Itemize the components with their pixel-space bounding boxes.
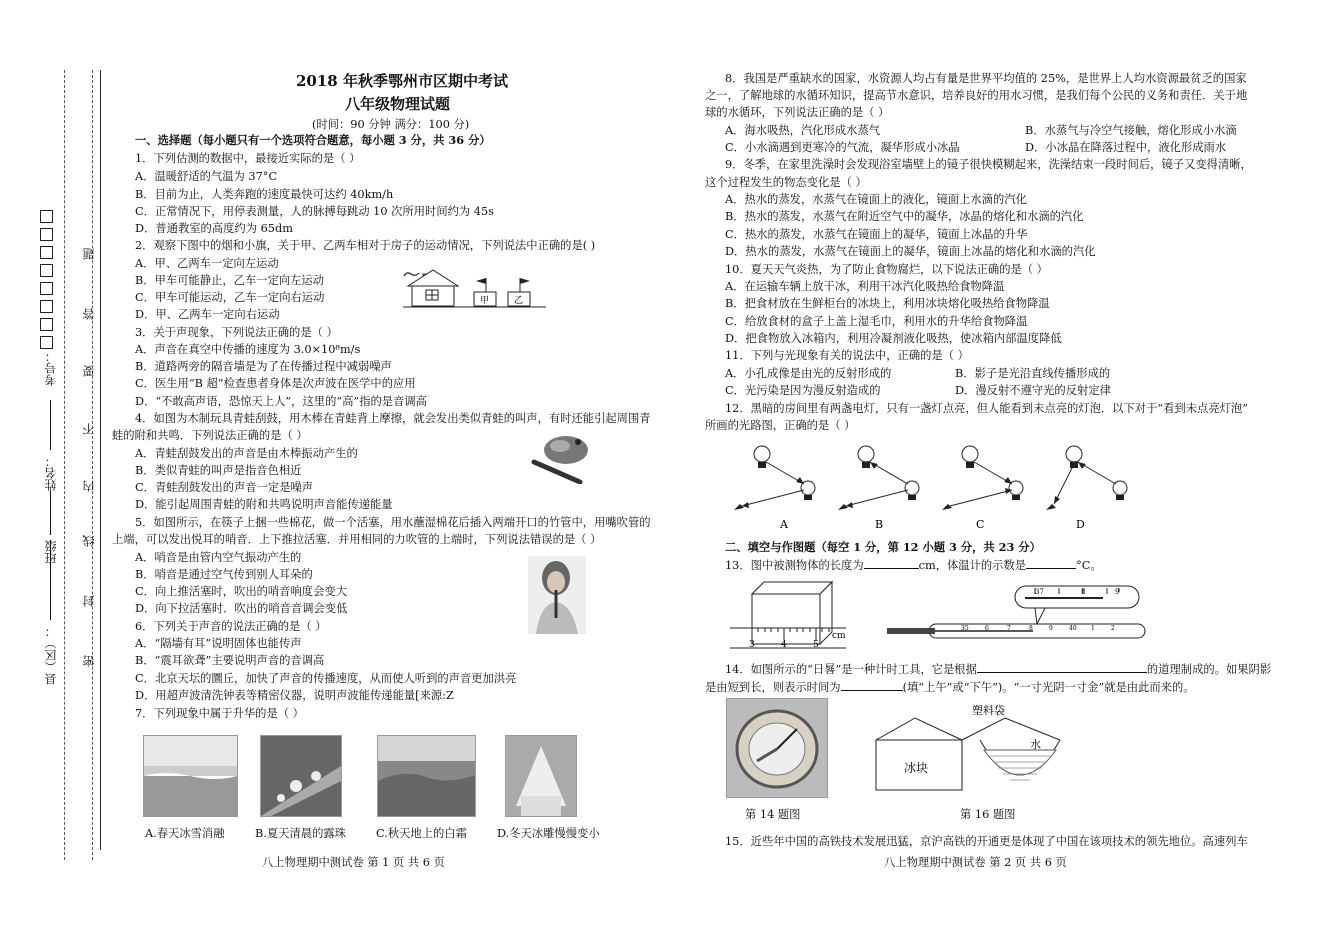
q11-option: C．光污染是因为漫反射造成的 bbox=[725, 384, 881, 397]
q4-stem: 4．如图为木制玩具青蛙刮鼓，用木棒在青蛙背上摩擦，就会发出类似青蛙的叫声，有时还能引起周围青 bbox=[135, 412, 651, 425]
q3-option: D．“不敢高声语，恐惊天上人”，这里的“高”指的是音调高 bbox=[135, 395, 427, 408]
fig2-house-cars-diagram bbox=[398, 262, 548, 312]
q9-option: B．热水的蒸发，水蒸气在附近空气中的凝华，冰晶的熔化和水滴的汽化 bbox=[725, 210, 1084, 223]
q6-option: C．北京天坛的圜丘，加快了声音的传播速度，从而使人听到的声音更加洪亮 bbox=[135, 672, 517, 685]
name-underline[interactable] bbox=[50, 400, 51, 450]
q3-option: A．声音在真空中传播的速度为 3.0×10⁸m/s bbox=[135, 343, 361, 356]
q10-option: D．把食物放入冰箱内，利用冷凝剂液化吸热，使冰箱内部温度降低 bbox=[725, 332, 1062, 345]
fig12-option-d bbox=[1046, 446, 1127, 510]
q6-option: B．“震耳欲聋”主要说明声音的音调高 bbox=[135, 654, 325, 667]
q14-part2: 的道理制成的。如果阴影 bbox=[1146, 663, 1272, 676]
q13-text bbox=[725, 558, 1102, 573]
q13-part3: °C。 bbox=[1076, 559, 1102, 572]
fig2-label-jia: 甲 bbox=[480, 296, 490, 306]
fig12-label-a: A bbox=[780, 518, 788, 531]
fig13-ruler-block bbox=[728, 578, 856, 652]
fig16-water-label: 水 bbox=[1030, 738, 1041, 751]
q12-stem-cont: 所画的光路图，正确的是（ ） bbox=[705, 419, 856, 432]
fig16-bag-ice-water bbox=[870, 700, 1070, 796]
ruler-unit: cm bbox=[832, 631, 846, 641]
exam-no-box[interactable] bbox=[40, 282, 53, 295]
seal-char: 答 bbox=[82, 308, 96, 320]
binding-dashed-line-inner bbox=[92, 70, 93, 860]
seal-char: 题 bbox=[82, 248, 96, 260]
exam-no-box[interactable] bbox=[40, 264, 53, 277]
exam-subtitle: 八年级物理试题 bbox=[345, 95, 451, 113]
exam-no-box[interactable] bbox=[40, 300, 53, 313]
section2-heading: 二、填空与作图题（每空 1 分，第 12 小题 3 分，共 23 分） bbox=[725, 540, 1041, 554]
thermo-scale-40: 40 bbox=[1069, 625, 1077, 632]
q8-option: D．小冰晶在降落过程中，液化形成雨水 bbox=[1025, 141, 1227, 154]
name-label: 姓名： bbox=[44, 455, 58, 491]
fig16-bag-label: 塑料袋 bbox=[972, 704, 1005, 717]
q14-line1 bbox=[725, 662, 1271, 677]
exam-no-box[interactable] bbox=[40, 318, 53, 331]
fig16-ice-label: 冰块 bbox=[904, 761, 929, 775]
thermo-scale-2: 2 bbox=[1111, 625, 1115, 632]
q2-option: D．甲、乙两车一定向右运动 bbox=[135, 308, 280, 321]
q4-option: C．青蛙刮鼓发出的声音一定是噪声 bbox=[135, 481, 314, 494]
q14-part1: 14．如图所示的“日晷”是一种计时工具，它是根据 bbox=[725, 663, 977, 676]
thermo-scale-1: 1 bbox=[1091, 625, 1095, 632]
seal-char: 封 bbox=[82, 595, 96, 607]
q5-option: D．向下拉活塞时．吹出的哨音音调会变低 bbox=[135, 602, 348, 615]
q8-option: A．海水吸热，汽化形成水蒸气 bbox=[725, 124, 881, 137]
q9-stem: 9．冬季，在家里洗澡时会发现浴室墙壁上的镜子很快模糊起来，洗澡结束一段时间后，镜子又变得清晰， bbox=[725, 158, 1252, 171]
fig12-option-a bbox=[734, 446, 815, 510]
q2-option: B．甲车可能静止，乙车一定向左运动 bbox=[135, 274, 325, 287]
q8-option: C．小水滴遇到更寒冷的气流，凝华形成小冰晶 bbox=[725, 141, 960, 154]
page2-footer: 八上物理期中测试卷 第 2 页 共 6 页 bbox=[884, 856, 1067, 869]
q15-stem: 15．近些年中国的高铁技术发展迅猛，京沪高铁的开通更是体现了中国在该项技术的领先地位。高速列车 bbox=[725, 835, 1248, 848]
ruler-tick-3: 3 bbox=[749, 640, 755, 650]
q6-option: A．“隔墙有耳”说明固体也能传声 bbox=[135, 637, 302, 650]
q10-stem: 10．夏天天气炎热，为了防止食物腐烂，以下说法正确的是（ ） bbox=[725, 263, 1048, 276]
seal-char: 不 bbox=[82, 423, 96, 435]
fig7-caption-c: C.秋天地上的白霜 bbox=[376, 827, 467, 840]
fig12-option-b bbox=[838, 446, 919, 510]
fig12-label-b: B bbox=[875, 518, 884, 531]
exam-no-box[interactable] bbox=[40, 228, 53, 241]
binding-dashed-line-outer bbox=[64, 70, 65, 860]
q14-part4: (填“上午”或“下午”)。“一寸光阴一寸金”就是由此而来的。 bbox=[902, 681, 1195, 694]
q5-stem-cont: 上端，可以发出悦耳的哨音．上下推拉活塞．并用相同的力吹管的上端时，下列说法错误的是（ ） bbox=[112, 533, 602, 546]
thermo-scale-6: 6 bbox=[985, 625, 989, 632]
exam-meta: (时间：90 分钟 满分：100 分) bbox=[312, 118, 470, 131]
q13-part2: cm，体温计的示数是 bbox=[918, 559, 1027, 572]
q5-stem: 5．如图所示，在筷子上捆一些棉花，做一个活塞，用水蘸湿棉花后插入两端开口的竹管中，用嘴吹管的 bbox=[135, 516, 651, 529]
ruler-tick-4: 4 bbox=[781, 640, 787, 650]
fig4-frog-toy-image bbox=[530, 432, 592, 484]
q3-stem: 3．关于声现象，下列说法正确的是（ ） bbox=[135, 326, 338, 339]
fig12-label-d: D bbox=[1076, 518, 1085, 531]
seal-char: 内 bbox=[82, 480, 96, 492]
q14-principle-blank[interactable] bbox=[977, 672, 1147, 673]
seal-char: 线 bbox=[82, 535, 96, 547]
exam-title: 2018 年秋季鄂州市区期中考试 bbox=[296, 72, 508, 90]
q2-option: C．甲车可能运动，乙车一定向右运动 bbox=[135, 291, 325, 304]
q8-stem: 8．我国是严重缺水的国家，水资源人均占有量是世界平均值的 25%，是世界上人均水资源最贫乏的国家 bbox=[725, 72, 1247, 85]
q4-option: D．能引起周围青蛙的附和共鸣说明声音能传递能量 bbox=[135, 498, 393, 511]
q10-option: A．在运输车辆上放干冰，利用干冰汽化吸热给食物降温 bbox=[725, 280, 1005, 293]
q1-option: D．普通教室的高度约为 65dm bbox=[135, 222, 293, 235]
fig7-photo-ice-melting bbox=[143, 735, 238, 817]
fig12-light-path-diagrams bbox=[730, 432, 1150, 532]
q9-option: D．热水的蒸发，水蒸气在镜面上的凝华，镜面上冰晶的熔化和水滴的汽化 bbox=[725, 245, 1096, 258]
q10-option: B．把食材放在生鲜柜台的冰块上，利用冰块熔化吸热给食物降温 bbox=[725, 297, 1050, 310]
thermo-scale-7: 7 bbox=[1007, 625, 1011, 632]
q8-stem-cont: 之一，了解地球的水循环知识，提高节水意识，培养良好的用水习惯，是我们每个公民的义务和责任．关于地 bbox=[705, 89, 1248, 102]
q11-option: D．漫反射不遵守光的反射定律 bbox=[955, 384, 1111, 397]
fig14-caption: 第 14 题图 bbox=[745, 808, 801, 821]
ruler-tick-5: 5 bbox=[813, 640, 819, 650]
class-label: 班级 bbox=[44, 540, 58, 564]
thermo-scale-35: 35 bbox=[961, 625, 969, 632]
fig7-caption-b: B.夏天清晨的露珠 bbox=[255, 827, 346, 840]
fig14-sundial-image bbox=[726, 698, 828, 798]
q4-option: B．类似青蛙的叫声是指音色相近 bbox=[135, 464, 302, 477]
fig16-caption: 第 16 题图 bbox=[960, 808, 1016, 821]
q3-option: C．医生用“B 超”检查患者身体是次声波在医学中的应用 bbox=[135, 377, 416, 390]
q11-stem: 11．下列与光现象有关的说法中，正确的是（ ） bbox=[725, 349, 969, 362]
q1-option: B．目前为止，人类奔跑的速度最快可达约 40km/h bbox=[135, 188, 394, 201]
q2-option: A．甲、乙两车一定向左运动 bbox=[135, 257, 279, 270]
exam-no-label: 考号： bbox=[44, 350, 58, 386]
thermo-zoom-37: 37 bbox=[1035, 588, 1044, 596]
q12-stem: 12．黑暗的房间里有两盏电灯，只有一盏灯点亮，但人能看到未点亮的灯泡．以下对于“看到未点亮灯泡” bbox=[725, 402, 1248, 415]
section1-heading: 一、选择题（每小题只有一个选项符合题意，每小题 3 分，共 36 分） bbox=[135, 133, 491, 147]
fig7-caption-a: A.春天冰雪消融 bbox=[145, 827, 225, 840]
q14-line2 bbox=[705, 680, 1195, 695]
q4-stem-cont: 蛙的附和共鸣．下列说法正确的是（ ） bbox=[112, 429, 308, 442]
q13-length-blank[interactable] bbox=[864, 568, 919, 569]
thermo-scale-8: 8 bbox=[1029, 625, 1033, 632]
exam-no-box[interactable] bbox=[40, 210, 53, 223]
fig7-photo-frost bbox=[377, 735, 476, 817]
fig5-girl-whistle-image bbox=[528, 556, 586, 634]
q6-stem: 6．下列关于声音的说法正确的是（ ） bbox=[135, 620, 327, 633]
q10-option: C．给放食材的盒子上盖上湿毛巾，利用水的升华给食物降温 bbox=[725, 315, 1028, 328]
q13-temp-blank[interactable] bbox=[1026, 568, 1076, 569]
fig12-label-c: C bbox=[976, 518, 985, 531]
q2-stem: 2．观察下图中的烟和小旗，关于甲、乙两车相对于房子的运动情况，下列说法中正确的是( ) bbox=[135, 239, 596, 252]
q9-stem-cont: 这个过程发生的物态变化是（ ） bbox=[705, 176, 867, 189]
q9-option: A．热水的蒸发，水蒸气在镜面上的液化，镜面上水滴的汽化 bbox=[725, 193, 1027, 206]
q11-option: A．小孔成像是由光的反射形成的 bbox=[725, 367, 892, 380]
exam-no-box[interactable] bbox=[40, 336, 53, 349]
q1-stem: 1．下列估测的数据中，最接近实际的是（ ） bbox=[135, 152, 361, 165]
seal-char: 密 bbox=[82, 655, 96, 667]
fig12-option-c bbox=[942, 446, 1023, 510]
q9-option: C．热水的蒸发，水蒸气在镜面上的凝华，镜面上冰晶的升华 bbox=[725, 228, 1028, 241]
thermo-zoom-9: 9 bbox=[1115, 588, 1120, 596]
q11-option: B．影子是光沿直线传播形成的 bbox=[955, 367, 1111, 380]
q1-option: A．温暖舒适的气温为 37°C bbox=[135, 170, 278, 183]
thermo-zoom-8: 8 bbox=[1081, 588, 1086, 596]
fig7-photo-dew-drops bbox=[260, 735, 342, 817]
page1-footer: 八上物理期中测试卷 第 1 页 共 6 页 bbox=[262, 856, 445, 869]
q5-option: C．向上推活塞时，吹出的哨音响度会变大 bbox=[135, 585, 347, 598]
q3-option: B．道路两旁的隔音墙是为了在传播过程中减弱噪声 bbox=[135, 360, 392, 373]
q14-part3: 是由短到长，则表示时间为 bbox=[705, 681, 841, 694]
fig2-label-yi: 乙 bbox=[514, 296, 524, 306]
fig7-caption-d: D.冬天冰雕慢慢变小 bbox=[497, 827, 600, 840]
q13-part1: 13．图中被测物体的长度为 bbox=[725, 559, 864, 572]
q4-option: A．青蛙刮鼓发出的声音是由木棒振动产生的 bbox=[135, 447, 358, 460]
q8-option: B．水蒸气与冷空气接触，熔化形成小水滴 bbox=[1025, 124, 1237, 137]
q5-option: A．哨音是由管内空气振动产生的 bbox=[135, 551, 302, 564]
seal-char: 要 bbox=[82, 365, 96, 377]
fig7-photo-ice-sculpture bbox=[505, 735, 577, 817]
thermo-scale-9: 9 bbox=[1049, 625, 1053, 632]
q14-time-blank[interactable] bbox=[841, 690, 903, 691]
q6-option: D．用超声波清洗钟表等精密仪器，说明声波能传递能量[来源:Z bbox=[135, 689, 454, 702]
binding-solid-line bbox=[100, 70, 101, 850]
fig13-thermometer bbox=[885, 582, 1150, 644]
q7-stem: 7．下列现象中属于升华的是（ ） bbox=[135, 707, 304, 720]
exam-no-box[interactable] bbox=[40, 246, 53, 259]
q1-option: C．正常情况下，用停表测量，人的脉搏每跳动 10 次所用时间约为 45s bbox=[135, 205, 494, 218]
county-label: 县（区）： bbox=[44, 625, 58, 685]
q5-option: B．哨音是通过空气传到别人耳朵的 bbox=[135, 568, 313, 581]
class-underline[interactable] bbox=[50, 490, 51, 535]
q8-stem-cont: 球的水循环，下列说法正确的是（ ） bbox=[705, 106, 890, 119]
